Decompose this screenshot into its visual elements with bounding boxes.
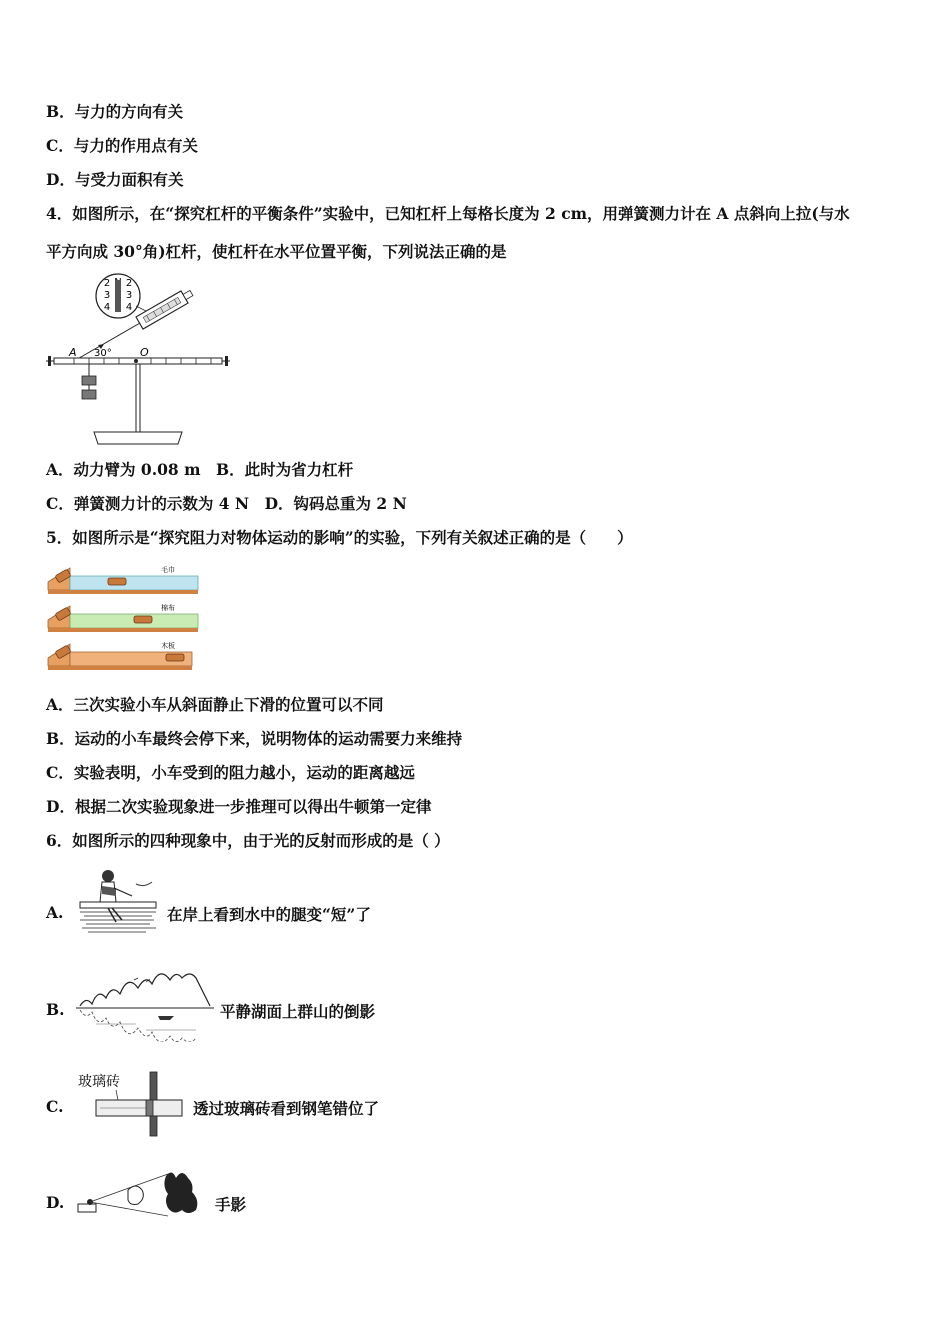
- scale-left-4: 4: [103, 302, 111, 313]
- mountain-reflection-figure: [76, 972, 214, 1042]
- q6-stem: 6．如图所示的四种现象中，由于光的反射而形成的是（ ）: [46, 831, 450, 850]
- pen-upper: [150, 1072, 157, 1100]
- q6-option-c-label: C.: [46, 1097, 64, 1116]
- q6-option-b-label: B.: [46, 1000, 65, 1019]
- q6-option-c-text: 透过玻璃砖看到钢笔错位了: [193, 1099, 380, 1118]
- hand-shadow-figure: [76, 1168, 208, 1220]
- point-o-label: O: [140, 346, 149, 359]
- surface-cotton-label: 棉布: [161, 604, 175, 612]
- cotton-track: [48, 603, 198, 632]
- scale-left-2: 2: [103, 278, 111, 289]
- weight-1: [82, 376, 96, 385]
- q6-option-d-label: D.: [46, 1193, 65, 1212]
- surface-board-label: 木板: [161, 642, 175, 650]
- q5-option-a: A．三次实验小车从斜面静止下滑的位置可以不同: [46, 695, 384, 714]
- towel-track: [48, 565, 198, 594]
- q3-option-d: D．与受力面积有关: [46, 170, 184, 189]
- q6-option-b-text: 平静湖面上群山的倒影: [220, 1002, 376, 1021]
- q3-option-b: B．与力的方向有关: [46, 102, 184, 121]
- q6-option-a-label: A.: [46, 903, 64, 922]
- board-track: [48, 641, 192, 670]
- q4-stem-line1: 4．如图所示，在“探究杠杆的平衡条件”实验中，已知杠杆上每格长度为 2 cm，用弹簧测力计在 A 点斜向上拉(与水: [46, 204, 850, 223]
- lever-figure: [44, 272, 236, 448]
- q5-option-b: B．运动的小车最终会停下来，说明物体的运动需要力来维持: [46, 729, 463, 748]
- q4-options-ab: A．动力臂为 0.08 m B．此时为省力杠杆: [46, 460, 354, 479]
- q6-option-a-text: 在岸上看到水中的腿变“短”了: [167, 905, 371, 924]
- hand: [128, 1186, 143, 1205]
- scale-right-2: 2: [125, 278, 133, 289]
- q3-option-c: C．与力的作用点有关: [46, 136, 198, 155]
- weight-2: [82, 390, 96, 399]
- scale-left-3: 3: [103, 290, 111, 301]
- scale-right-3: 3: [125, 290, 133, 301]
- q5-stem: 5．如图所示是“探究阻力对物体运动的影响”的实验，下列有关叙述正确的是（ ）: [46, 528, 633, 547]
- spring-scale: [136, 287, 195, 329]
- q6-option-d-text: 手影: [215, 1195, 247, 1214]
- angle-label: 30°: [94, 348, 112, 359]
- glass-brick-label: 玻璃砖: [78, 1074, 120, 1090]
- leg-in-water-figure: [76, 866, 160, 940]
- q5-option-c: C．实验表明，小车受到的阻力越小，运动的距离越远: [46, 763, 415, 782]
- q5-option-d: D．根据二次实验现象进一步推理可以得出牛顿第一定律: [46, 797, 432, 816]
- q4-stem-line2: 平方向成 30°角)杠杆，使杠杆在水平位置平衡，下列说法正确的是: [46, 242, 507, 261]
- lever-stand-base: [94, 432, 182, 444]
- shadow: [164, 1172, 197, 1213]
- point-a-label: A: [69, 346, 77, 359]
- scale-right-4: 4: [125, 302, 133, 313]
- surface-towel-label: 毛巾: [161, 566, 175, 574]
- glass-brick-pen-figure: [76, 1068, 188, 1140]
- lamp: [78, 1204, 96, 1212]
- pen-lower: [150, 1116, 157, 1136]
- q4-options-cd: C．弹簧测力计的示数为 4 N D．钩码总重为 2 N: [46, 494, 407, 513]
- friction-figure: [46, 560, 202, 672]
